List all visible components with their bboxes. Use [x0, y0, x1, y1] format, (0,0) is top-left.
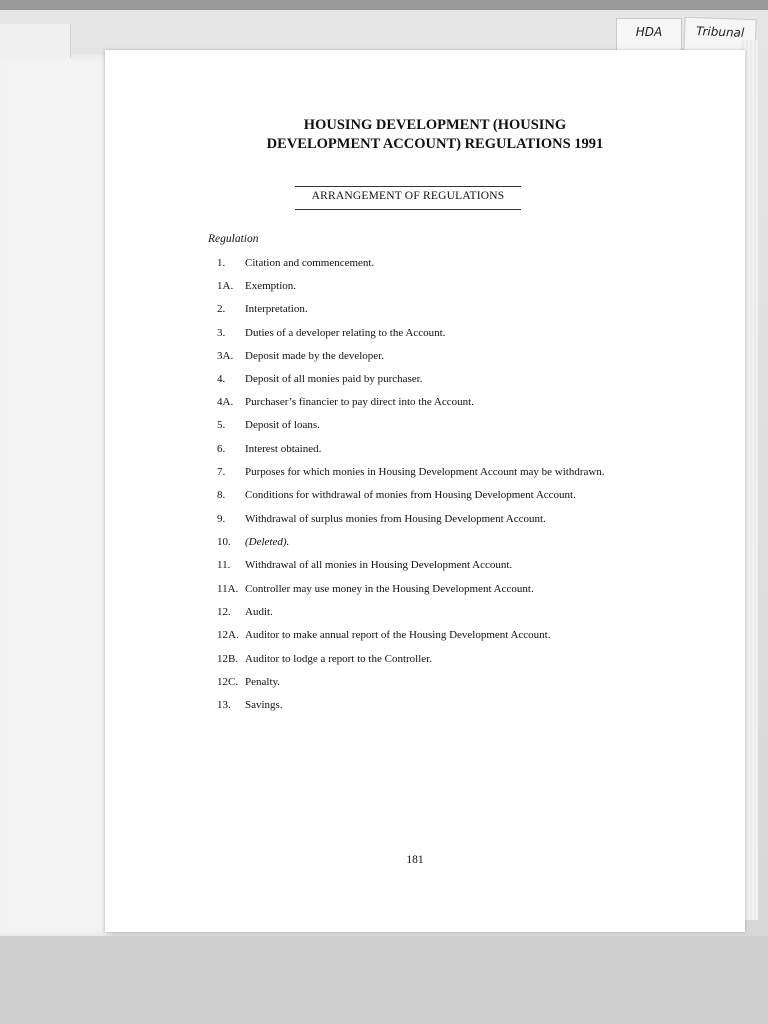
regulation-number: 12C.	[217, 675, 239, 688]
list-item	[217, 349, 617, 363]
regulation-title: Audit.	[245, 605, 273, 618]
regulation-title: Auditor to make annual report of the Housing Development Account.	[245, 629, 551, 641]
regulation-number: 10.	[217, 536, 231, 549]
regulation-title: Purposes for which monies in Housing Development Account may be withdrawn.	[245, 465, 605, 478]
regulation-list	[217, 256, 617, 721]
regulation-number: 12B.	[217, 652, 239, 665]
document-page	[105, 50, 745, 932]
list-item	[217, 535, 617, 549]
scan-bottom-area	[0, 936, 768, 1024]
regulation-number: 1A.	[217, 280, 234, 293]
list-item	[217, 512, 617, 526]
regulation-number: 11A.	[217, 582, 239, 595]
list-item	[217, 675, 617, 689]
page-number: 181	[406, 854, 424, 866]
regulation-number: 3A.	[217, 349, 234, 362]
regulation-number: 6.	[217, 442, 226, 455]
regulation-number: 9.	[217, 513, 226, 526]
list-item	[217, 605, 617, 619]
list-item	[217, 372, 617, 386]
regulation-number: 4.	[217, 372, 226, 385]
regulation-number: 2.	[217, 303, 226, 316]
regulation-title: Deposit of loans.	[245, 419, 320, 432]
arrangement-heading: ARRANGEMENT OF REGULATIONS	[311, 190, 505, 202]
regulation-title: Savings.	[245, 699, 283, 712]
regulation-number: 8.	[217, 489, 226, 502]
list-item	[217, 488, 617, 503]
regulation-number: 11.	[217, 559, 231, 572]
list-item	[217, 279, 617, 293]
regulation-title: Citation and commencement.	[245, 257, 375, 269]
regulation-title: Purchaser’s financier to pay direct into the Account.	[245, 396, 474, 409]
regulation-title: Controller may use money in the Housing Development Account.	[245, 582, 534, 595]
list-item	[217, 256, 617, 270]
regulation-title: Deposit made by the developer.	[245, 349, 384, 362]
regulation-title: Auditor to lodge a report to the Controller.	[245, 652, 432, 665]
regulation-title: Exemption.	[245, 280, 297, 293]
tab-tribunal-label: Tribunal	[695, 24, 745, 40]
list-item	[217, 652, 617, 666]
regulation-number: 5.	[217, 419, 226, 432]
list-item	[217, 558, 617, 572]
left-facing-page	[0, 54, 112, 936]
regulation-number: 12A.	[217, 629, 239, 641]
list-item	[217, 418, 617, 432]
list-item	[217, 582, 617, 596]
list-item	[217, 326, 617, 340]
list-item	[217, 465, 617, 480]
list-item	[217, 628, 617, 643]
left-page-corner	[0, 24, 71, 58]
regulation-column-label: Regulation	[208, 233, 259, 245]
regulation-title: Interpretation.	[245, 303, 308, 316]
scan-top-shadow	[0, 0, 768, 10]
regulation-title: Withdrawal of surplus monies from Housing Development Account.	[245, 513, 546, 526]
regulation-title: Conditions for withdrawal of monies from Housing Development Account.	[245, 489, 576, 502]
regulation-title: (Deleted).	[245, 536, 290, 549]
document-title: HOUSING DEVELOPMENT (HOUSING DEVELOPMENT ACCOUNT) REGULATIONS 1991	[266, 117, 604, 152]
list-item	[217, 698, 617, 712]
heading-rule-bottom	[295, 209, 521, 210]
regulation-number: 7.	[217, 465, 226, 478]
list-item	[217, 442, 617, 456]
regulation-number: 12.	[217, 605, 231, 618]
regulation-title: Duties of a developer relating to the Account.	[245, 326, 446, 339]
regulation-title: Deposit of all monies paid by purchaser.	[245, 372, 423, 385]
tab-hda-label: HDA	[635, 25, 663, 39]
regulation-number: 3.	[217, 326, 226, 339]
regulation-number: 13.	[217, 699, 231, 712]
regulation-title: Interest obtained.	[245, 442, 322, 455]
regulation-number: 1.	[217, 257, 226, 269]
regulation-number: 4A.	[217, 396, 234, 409]
heading-rule-top	[295, 186, 521, 187]
regulation-title: Withdrawal of all monies in Housing Development Account.	[245, 559, 513, 572]
regulation-title: Penalty.	[245, 675, 281, 688]
list-item	[217, 302, 617, 316]
list-item	[217, 395, 617, 409]
